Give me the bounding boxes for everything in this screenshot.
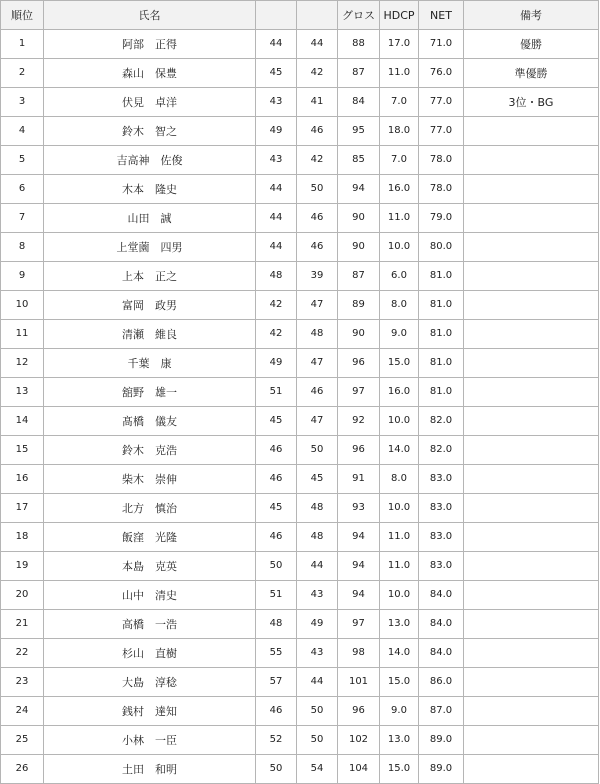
header-row [1, 1, 599, 30]
rank-cell: 7 [1, 204, 44, 233]
gross-cell: 94 [338, 552, 380, 581]
table-row [1, 146, 599, 175]
out-score-cell: 48 [256, 610, 297, 639]
out-score-cell: 42 [256, 291, 297, 320]
gross-cell: 90 [338, 233, 380, 262]
in-score-cell: 48 [297, 494, 338, 523]
table-row [1, 755, 599, 784]
notes-cell [464, 552, 599, 581]
notes-cell [464, 523, 599, 552]
table-row [1, 465, 599, 494]
out-score-cell: 45 [256, 407, 297, 436]
rank-cell: 15 [1, 436, 44, 465]
header-out [256, 1, 297, 30]
net-cell: 80.0 [419, 233, 464, 262]
notes-cell [464, 349, 599, 378]
in-score-cell: 50 [297, 436, 338, 465]
rank-cell: 1 [1, 30, 44, 59]
rank-cell: 22 [1, 639, 44, 668]
gross-cell: 95 [338, 117, 380, 146]
in-score-cell: 44 [297, 668, 338, 697]
hdcp-cell: 8.0 [380, 291, 419, 320]
gross-cell: 98 [338, 639, 380, 668]
out-score-cell: 46 [256, 465, 297, 494]
table-row [1, 204, 599, 233]
gross-cell: 87 [338, 262, 380, 291]
out-score-cell: 52 [256, 726, 297, 755]
net-cell: 82.0 [419, 436, 464, 465]
gross-cell: 94 [338, 581, 380, 610]
out-score-cell: 45 [256, 494, 297, 523]
name-cell: 鈴木 智之 [44, 117, 256, 146]
in-score-cell: 46 [297, 233, 338, 262]
net-cell: 86.0 [419, 668, 464, 697]
in-score-cell: 43 [297, 639, 338, 668]
notes-cell [464, 726, 599, 755]
name-cell: 清瀬 維良 [44, 320, 256, 349]
hdcp-cell: 11.0 [380, 204, 419, 233]
gross-cell: 91 [338, 465, 380, 494]
out-score-cell: 49 [256, 349, 297, 378]
notes-cell [464, 668, 599, 697]
net-cell: 81.0 [419, 320, 464, 349]
name-cell: 千葉 康 [44, 349, 256, 378]
hdcp-cell: 17.0 [380, 30, 419, 59]
gross-cell: 92 [338, 407, 380, 436]
name-cell: 伏見 卓洋 [44, 88, 256, 117]
name-cell: 鈴木 克浩 [44, 436, 256, 465]
rank-cell: 4 [1, 117, 44, 146]
net-cell: 81.0 [419, 262, 464, 291]
out-score-cell: 50 [256, 755, 297, 784]
table-row [1, 88, 599, 117]
in-score-cell: 44 [297, 30, 338, 59]
net-cell: 79.0 [419, 204, 464, 233]
hdcp-cell: 14.0 [380, 639, 419, 668]
rank-cell: 23 [1, 668, 44, 697]
out-score-cell: 46 [256, 697, 297, 726]
gross-cell: 94 [338, 175, 380, 204]
notes-cell [464, 117, 599, 146]
hdcp-cell: 11.0 [380, 523, 419, 552]
gross-cell: 104 [338, 755, 380, 784]
gross-cell: 90 [338, 320, 380, 349]
name-cell: 本島 克英 [44, 552, 256, 581]
rank-cell: 19 [1, 552, 44, 581]
rank-cell: 11 [1, 320, 44, 349]
net-cell: 81.0 [419, 291, 464, 320]
notes-cell [464, 639, 599, 668]
table-row [1, 59, 599, 88]
hdcp-cell: 15.0 [380, 349, 419, 378]
hdcp-cell: 10.0 [380, 494, 419, 523]
rank-cell: 10 [1, 291, 44, 320]
table-row [1, 117, 599, 146]
notes-cell [464, 755, 599, 784]
notes-cell [464, 146, 599, 175]
name-cell: 飯窪 光隆 [44, 523, 256, 552]
notes-cell [464, 291, 599, 320]
name-cell: 富岡 政男 [44, 291, 256, 320]
name-cell: 吉高神 佐俊 [44, 146, 256, 175]
in-score-cell: 47 [297, 291, 338, 320]
out-score-cell: 57 [256, 668, 297, 697]
hdcp-cell: 8.0 [380, 465, 419, 494]
gross-cell: 94 [338, 523, 380, 552]
gross-cell: 102 [338, 726, 380, 755]
out-score-cell: 46 [256, 436, 297, 465]
name-cell: 阿部 正得 [44, 30, 256, 59]
rank-cell: 26 [1, 755, 44, 784]
rank-cell: 9 [1, 262, 44, 291]
notes-cell [464, 320, 599, 349]
in-score-cell: 50 [297, 726, 338, 755]
gross-cell: 84 [338, 88, 380, 117]
header-hdcp: HDCP [380, 1, 419, 30]
net-cell: 84.0 [419, 581, 464, 610]
notes-cell: 優勝 [464, 30, 599, 59]
in-score-cell: 50 [297, 175, 338, 204]
notes-cell [464, 262, 599, 291]
header-gross: グロス [338, 1, 380, 30]
table-row [1, 494, 599, 523]
hdcp-cell: 16.0 [380, 378, 419, 407]
in-score-cell: 41 [297, 88, 338, 117]
name-cell: 上堂薗 四男 [44, 233, 256, 262]
gross-cell: 97 [338, 378, 380, 407]
out-score-cell: 42 [256, 320, 297, 349]
out-score-cell: 43 [256, 146, 297, 175]
notes-cell [464, 233, 599, 262]
header-notes: 備考 [464, 1, 599, 30]
table-row [1, 320, 599, 349]
in-score-cell: 48 [297, 320, 338, 349]
name-cell: 森山 保豊 [44, 59, 256, 88]
table-row [1, 552, 599, 581]
notes-cell [464, 175, 599, 204]
hdcp-cell: 15.0 [380, 755, 419, 784]
in-score-cell: 46 [297, 204, 338, 233]
table-row [1, 262, 599, 291]
name-cell: 小林 一臣 [44, 726, 256, 755]
net-cell: 89.0 [419, 726, 464, 755]
net-cell: 81.0 [419, 349, 464, 378]
table-row [1, 523, 599, 552]
name-cell: 舘野 雄一 [44, 378, 256, 407]
hdcp-cell: 13.0 [380, 610, 419, 639]
table-row [1, 378, 599, 407]
hdcp-cell: 10.0 [380, 581, 419, 610]
rank-cell: 3 [1, 88, 44, 117]
in-score-cell: 49 [297, 610, 338, 639]
net-cell: 78.0 [419, 175, 464, 204]
rank-cell: 14 [1, 407, 44, 436]
net-cell: 77.0 [419, 88, 464, 117]
header-in [297, 1, 338, 30]
notes-cell [464, 581, 599, 610]
out-score-cell: 44 [256, 30, 297, 59]
table-row [1, 697, 599, 726]
net-cell: 71.0 [419, 30, 464, 59]
rank-cell: 21 [1, 610, 44, 639]
table-row [1, 407, 599, 436]
name-cell: 銭村 達知 [44, 697, 256, 726]
rank-cell: 12 [1, 349, 44, 378]
name-cell: 上本 正之 [44, 262, 256, 291]
net-cell: 84.0 [419, 639, 464, 668]
net-cell: 89.0 [419, 755, 464, 784]
rank-cell: 2 [1, 59, 44, 88]
rank-cell: 6 [1, 175, 44, 204]
notes-cell [464, 436, 599, 465]
out-score-cell: 49 [256, 117, 297, 146]
name-cell: 杉山 直樹 [44, 639, 256, 668]
in-score-cell: 47 [297, 407, 338, 436]
net-cell: 78.0 [419, 146, 464, 175]
rank-cell: 16 [1, 465, 44, 494]
net-cell: 76.0 [419, 59, 464, 88]
notes-cell [464, 494, 599, 523]
hdcp-cell: 9.0 [380, 697, 419, 726]
table-body [1, 30, 599, 784]
hdcp-cell: 18.0 [380, 117, 419, 146]
in-score-cell: 39 [297, 262, 338, 291]
out-score-cell: 51 [256, 581, 297, 610]
in-score-cell: 46 [297, 378, 338, 407]
out-score-cell: 55 [256, 639, 297, 668]
out-score-cell: 45 [256, 59, 297, 88]
in-score-cell: 47 [297, 349, 338, 378]
in-score-cell: 48 [297, 523, 338, 552]
gross-cell: 97 [338, 610, 380, 639]
out-score-cell: 44 [256, 175, 297, 204]
rank-cell: 8 [1, 233, 44, 262]
gross-cell: 101 [338, 668, 380, 697]
name-cell: 山中 清史 [44, 581, 256, 610]
rank-cell: 24 [1, 697, 44, 726]
in-score-cell: 45 [297, 465, 338, 494]
hdcp-cell: 15.0 [380, 668, 419, 697]
header-net: NET [419, 1, 464, 30]
net-cell: 82.0 [419, 407, 464, 436]
net-cell: 81.0 [419, 378, 464, 407]
gross-cell: 88 [338, 30, 380, 59]
name-cell: 山田 誠 [44, 204, 256, 233]
table-row [1, 639, 599, 668]
net-cell: 83.0 [419, 552, 464, 581]
table-row [1, 581, 599, 610]
out-score-cell: 44 [256, 233, 297, 262]
rank-cell: 25 [1, 726, 44, 755]
in-score-cell: 42 [297, 146, 338, 175]
gross-cell: 90 [338, 204, 380, 233]
table-row [1, 175, 599, 204]
net-cell: 83.0 [419, 523, 464, 552]
gross-cell: 89 [338, 291, 380, 320]
in-score-cell: 54 [297, 755, 338, 784]
gross-cell: 96 [338, 697, 380, 726]
notes-cell: 準優勝 [464, 59, 599, 88]
table-row [1, 291, 599, 320]
in-score-cell: 43 [297, 581, 338, 610]
net-cell: 87.0 [419, 697, 464, 726]
in-score-cell: 44 [297, 552, 338, 581]
out-score-cell: 48 [256, 262, 297, 291]
name-cell: 木本 隆史 [44, 175, 256, 204]
rank-cell: 5 [1, 146, 44, 175]
table-row [1, 349, 599, 378]
gross-cell: 87 [338, 59, 380, 88]
notes-cell [464, 378, 599, 407]
hdcp-cell: 14.0 [380, 436, 419, 465]
out-score-cell: 51 [256, 378, 297, 407]
net-cell: 77.0 [419, 117, 464, 146]
notes-cell: 3位・BG [464, 88, 599, 117]
out-score-cell: 46 [256, 523, 297, 552]
name-cell: 大島 淳稔 [44, 668, 256, 697]
gross-cell: 96 [338, 349, 380, 378]
net-cell: 83.0 [419, 494, 464, 523]
gross-cell: 96 [338, 436, 380, 465]
rank-cell: 17 [1, 494, 44, 523]
hdcp-cell: 11.0 [380, 552, 419, 581]
notes-cell [464, 465, 599, 494]
table-row [1, 233, 599, 262]
rank-cell: 18 [1, 523, 44, 552]
net-cell: 83.0 [419, 465, 464, 494]
table-row [1, 30, 599, 59]
hdcp-cell: 7.0 [380, 146, 419, 175]
name-cell: 土田 和明 [44, 755, 256, 784]
notes-cell [464, 610, 599, 639]
net-cell: 84.0 [419, 610, 464, 639]
table-header [1, 1, 599, 30]
gross-cell: 93 [338, 494, 380, 523]
name-cell: 柴木 崇伸 [44, 465, 256, 494]
in-score-cell: 50 [297, 697, 338, 726]
out-score-cell: 50 [256, 552, 297, 581]
table-row [1, 668, 599, 697]
notes-cell [464, 697, 599, 726]
hdcp-cell: 6.0 [380, 262, 419, 291]
header-name: 氏名 [44, 1, 256, 30]
table-row [1, 436, 599, 465]
hdcp-cell: 11.0 [380, 59, 419, 88]
out-score-cell: 44 [256, 204, 297, 233]
header-rank: 順位 [1, 1, 44, 30]
notes-cell [464, 407, 599, 436]
hdcp-cell: 16.0 [380, 175, 419, 204]
table-row [1, 610, 599, 639]
name-cell: 高橋 一浩 [44, 610, 256, 639]
name-cell: 北方 慎治 [44, 494, 256, 523]
rank-cell: 13 [1, 378, 44, 407]
hdcp-cell: 10.0 [380, 233, 419, 262]
hdcp-cell: 7.0 [380, 88, 419, 117]
in-score-cell: 42 [297, 59, 338, 88]
out-score-cell: 43 [256, 88, 297, 117]
table-row [1, 726, 599, 755]
hdcp-cell: 9.0 [380, 320, 419, 349]
gross-cell: 85 [338, 146, 380, 175]
in-score-cell: 46 [297, 117, 338, 146]
hdcp-cell: 13.0 [380, 726, 419, 755]
rank-cell: 20 [1, 581, 44, 610]
hdcp-cell: 10.0 [380, 407, 419, 436]
name-cell: 髙橋 儀友 [44, 407, 256, 436]
notes-cell [464, 204, 599, 233]
